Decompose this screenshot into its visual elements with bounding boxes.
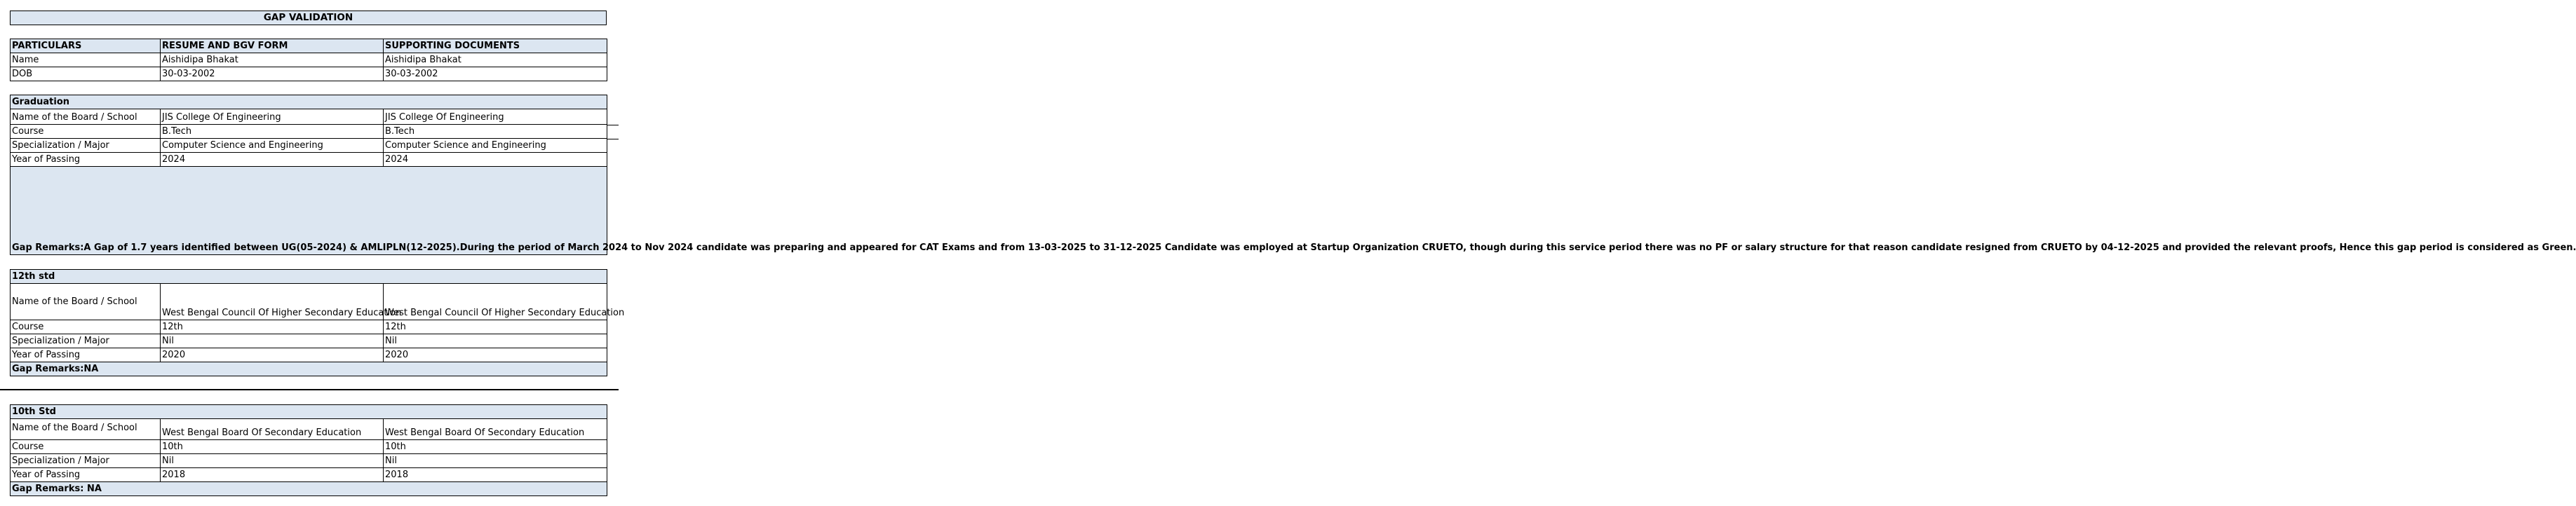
graduation-heading: Graduation — [11, 95, 607, 109]
supporting-value: JIS College Of Engineering — [384, 109, 607, 125]
table-row — [11, 53, 607, 67]
table-row — [11, 419, 607, 440]
supporting-value: Nil — [384, 454, 607, 468]
graduation-table — [10, 95, 2576, 255]
header-resume: RESUME AND BGV FORM — [161, 39, 384, 53]
header-particulars: PARTICULARS — [11, 39, 161, 53]
supporting-value: Computer Science and Engineering — [384, 139, 607, 153]
row-label: Specialization / Major — [11, 139, 161, 153]
resume-value: 12th — [161, 320, 384, 334]
table-row — [11, 67, 607, 81]
twelfth-gap-remarks: Gap Remarks:NA — [11, 362, 607, 376]
header-row — [11, 39, 607, 53]
twelfth-table — [10, 269, 625, 376]
gap-remarks-row — [11, 167, 607, 255]
supporting-value: 30-03-2002 — [384, 67, 607, 81]
table-row — [11, 139, 607, 153]
supporting-value: 12th — [384, 320, 607, 334]
supporting-value: 10th — [384, 440, 607, 454]
table-row — [11, 153, 607, 167]
resume-value: 2024 — [161, 153, 384, 167]
table-row — [11, 284, 607, 320]
row-label: Course — [11, 320, 161, 334]
resume-value: West Bengal Council Of Higher Secondary Education — [161, 284, 384, 320]
tenth-gap-remarks: Gap Remarks: NA — [11, 482, 607, 496]
supporting-value: 2020 — [384, 348, 607, 362]
resume-value: Nil — [161, 454, 384, 468]
row-label: Course — [11, 440, 161, 454]
table-row — [11, 109, 607, 125]
resume-value: 2018 — [161, 468, 384, 482]
supporting-value: West Bengal Council Of Higher Secondary Education — [384, 284, 607, 320]
table-row — [11, 320, 607, 334]
resume-value: Computer Science and Engineering — [161, 139, 384, 153]
page-title: GAP VALIDATION — [10, 11, 607, 25]
row-label: Name — [11, 53, 161, 67]
gap-remarks-row — [11, 482, 607, 496]
table-row — [11, 125, 607, 139]
row-label: DOB — [11, 67, 161, 81]
graduation-gap-remarks: Gap Remarks:A Gap of 1.7 years identified between UG(05-2024) & AMLIPLN(12-2025).During the period of March 2024 to Nov 2024 candidate was preparing and appeared for CAT Exams and from 13-03-2025 to 31-12-2025 Candidate was employed at Startup Organization CRUETO, though during this service period there was no PF or salary structure for that reason candidate resigned from CRUETO by 04-12-2025 and provided the relevant proofs, Hence this gap period is considered as Green. — [11, 167, 607, 255]
resume-value: Aishidipa Bhakat — [161, 53, 384, 67]
tenth-table — [10, 404, 607, 496]
tenth-heading: 10th Std — [11, 405, 607, 419]
resume-value: B.Tech — [161, 125, 384, 139]
row-label: Year of Passing — [11, 468, 161, 482]
table-row — [11, 454, 607, 468]
twelfth-heading: 12th std — [11, 270, 607, 284]
supporting-value: West Bengal Board Of Secondary Education — [384, 419, 607, 440]
resume-value: 30-03-2002 — [161, 67, 384, 81]
page-divider — [0, 389, 619, 390]
supporting-value: Aishidipa Bhakat — [384, 53, 607, 67]
row-label: Specialization / Major — [11, 454, 161, 468]
resume-value: West Bengal Board Of Secondary Education — [161, 419, 384, 440]
resume-value: Nil — [161, 334, 384, 348]
table-row — [11, 468, 607, 482]
supporting-value: 2024 — [384, 153, 607, 167]
row-label: Year of Passing — [11, 153, 161, 167]
row-label: Name of the Board / School — [11, 419, 161, 440]
supporting-value: 2018 — [384, 468, 607, 482]
supporting-value: Nil — [384, 334, 607, 348]
table-row — [11, 440, 607, 454]
section-heading-row — [11, 270, 607, 284]
row-label: Name of the Board / School — [11, 284, 161, 320]
table-row — [11, 348, 607, 362]
particulars-table — [10, 39, 607, 81]
resume-value: JIS College Of Engineering — [161, 109, 384, 125]
section-heading-row — [11, 405, 607, 419]
resume-value: 2020 — [161, 348, 384, 362]
resume-value: 10th — [161, 440, 384, 454]
row-label: Name of the Board / School — [11, 109, 161, 125]
header-supporting: SUPPORTING DOCUMENTS — [384, 39, 607, 53]
section-heading-row — [11, 95, 607, 109]
row-label: Year of Passing — [11, 348, 161, 362]
row-label: Course — [11, 125, 161, 139]
row-label: Specialization / Major — [11, 334, 161, 348]
gap-remarks-row — [11, 362, 607, 376]
table-row — [11, 334, 607, 348]
supporting-value: B.Tech — [384, 125, 607, 139]
